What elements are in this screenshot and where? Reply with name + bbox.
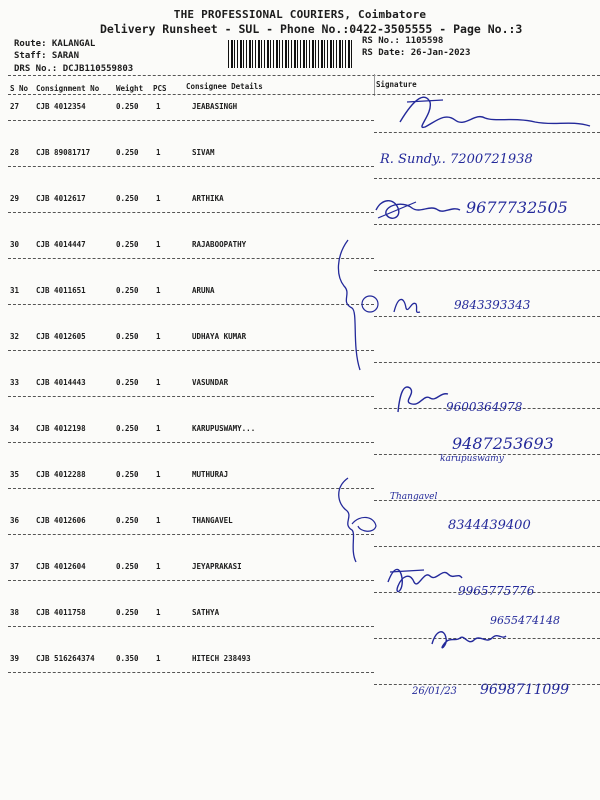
row-weight: 0.250 xyxy=(116,562,139,571)
row-weight: 0.250 xyxy=(116,608,139,617)
row-separator xyxy=(8,534,374,535)
row-sno: 34 xyxy=(10,424,20,433)
signature-33 xyxy=(394,382,454,416)
row-consignment: CJB 4012606 xyxy=(36,516,86,525)
col-consignee: Consignee Details xyxy=(186,82,263,91)
signature-row-separator xyxy=(374,178,600,179)
row-separator xyxy=(8,580,374,581)
row-consignment: CJB 4011758 xyxy=(36,608,86,617)
row-sno: 33 xyxy=(10,378,20,387)
row-consignee: SATHYA xyxy=(192,608,220,617)
row-separator xyxy=(8,442,374,443)
row-sno: 32 xyxy=(10,332,20,341)
row-pcs: 1 xyxy=(156,608,161,617)
row-consignment: CJB 4012354 xyxy=(36,102,86,111)
row-weight: 0.250 xyxy=(116,516,139,525)
signature-37-phone: 9965775776 xyxy=(458,584,535,598)
row-sno: 29 xyxy=(10,194,20,203)
signature-28: R. Sundy.. 7200721938 xyxy=(380,152,533,167)
row-sno: 30 xyxy=(10,240,20,249)
row-separator xyxy=(8,672,374,673)
staff-label: Staff: SARAN xyxy=(14,51,80,61)
signature-34-phone: 9487253693 xyxy=(452,434,554,453)
row-pcs: 1 xyxy=(156,516,161,525)
row-consignee: JEYAPRAKASI xyxy=(192,562,242,571)
row-sno: 35 xyxy=(10,470,20,479)
row-separator xyxy=(8,120,374,121)
row-sno: 31 xyxy=(10,286,20,295)
signature-36-name: Thangavel xyxy=(390,492,438,502)
barcode xyxy=(228,40,354,68)
signature-row-separator xyxy=(374,224,600,225)
row-consignment: CJB 4012605 xyxy=(36,332,86,341)
row-sno: 27 xyxy=(10,102,20,111)
rs-date: RS Date: 26-Jan-2023 xyxy=(362,48,471,58)
row-pcs: 1 xyxy=(156,424,161,433)
row-pcs: 1 xyxy=(156,240,161,249)
signature-column-divider xyxy=(374,74,375,96)
row-consignment: CJB 89081717 xyxy=(36,148,91,157)
row-consignment: CJB 4011651 xyxy=(36,286,86,295)
col-consignment: Consignment No xyxy=(36,84,100,93)
row-separator xyxy=(8,166,374,167)
row-separator xyxy=(8,350,374,351)
row-weight: 0.250 xyxy=(116,332,139,341)
row-weight: 0.250 xyxy=(116,470,139,479)
row-consignee: JEABASINGH xyxy=(192,102,238,111)
row-consignee: SIVAM xyxy=(192,148,215,157)
col-weight: Weight xyxy=(116,84,144,93)
row-pcs: 1 xyxy=(156,562,161,571)
row-separator xyxy=(8,304,374,305)
row-pcs: 1 xyxy=(156,148,161,157)
row-weight: 0.250 xyxy=(116,240,139,249)
row-sno: 38 xyxy=(10,608,20,617)
row-separator xyxy=(8,258,374,259)
row-consignment: CJB 4012604 xyxy=(36,562,86,571)
company-title: THE PROFESSIONAL COURIERS, Coimbatore xyxy=(173,8,427,21)
col-pcs: PCS xyxy=(153,84,167,93)
signature-37 xyxy=(384,562,464,598)
row-pcs: 1 xyxy=(156,378,161,387)
signature-31 xyxy=(392,294,422,318)
row-weight: 0.250 xyxy=(116,378,139,387)
signature-29-phone: 9677732505 xyxy=(466,198,568,217)
row-weight: 0.250 xyxy=(116,286,139,295)
row-sno: 39 xyxy=(10,654,20,663)
row-weight: 0.250 xyxy=(116,194,139,203)
signature-38-phone: 9655474148 xyxy=(490,614,560,627)
row-consignee: VASUNDAR xyxy=(192,378,229,387)
signature-35-36-bracket xyxy=(330,474,390,564)
row-consignee: MUTHURAJ xyxy=(192,470,229,479)
signature-row-separator xyxy=(374,362,600,363)
row-consignment: CJB 4014447 xyxy=(36,240,86,249)
row-separator xyxy=(8,488,374,489)
row-consignee: ARTHIKA xyxy=(192,194,224,203)
row-pcs: 1 xyxy=(156,332,161,341)
row-sno: 36 xyxy=(10,516,20,525)
signature-38 xyxy=(428,624,508,656)
row-separator xyxy=(8,212,374,213)
row-weight: 0.250 xyxy=(116,148,139,157)
row-pcs: 1 xyxy=(156,102,161,111)
row-consignment: CJB 4012617 xyxy=(36,194,86,203)
row-consignment: CJB 4012288 xyxy=(36,470,86,479)
row-weight: 0.350 xyxy=(116,654,139,663)
row-sno: 37 xyxy=(10,562,20,571)
signature-29 xyxy=(372,196,462,224)
row-consignee: RAJABOOPATHY xyxy=(192,240,247,249)
signature-36-phone: 8344439400 xyxy=(448,518,531,533)
signature-31-phone: 9843393343 xyxy=(454,298,531,312)
row-weight: 0.250 xyxy=(116,102,139,111)
row-pcs: 1 xyxy=(156,286,161,295)
row-consignment: CJB 516264374 xyxy=(36,654,95,663)
row-consignment: CJB 4014443 xyxy=(36,378,86,387)
signature-30-31-32-bracket xyxy=(330,236,380,376)
runsheet-subtitle: Delivery Runsheet - SUL - Phone No.:0422-3505555 - Page No.:3 xyxy=(100,22,523,36)
signature-row-separator xyxy=(374,270,600,271)
signature-row-separator xyxy=(374,546,600,547)
rs-number: RS No.: 1105598 xyxy=(362,36,444,46)
row-consignee: HITECH 238493 xyxy=(192,654,251,663)
signature-39-phone: 9698711099 xyxy=(480,682,570,698)
route-label: Route: KALANGAL xyxy=(14,39,96,49)
row-consignee: UDHAYA KUMAR xyxy=(192,332,247,341)
signature-39-date: 26/01/23 xyxy=(412,686,457,697)
signature-33-phone: 9600364978 xyxy=(446,400,523,414)
row-sno: 28 xyxy=(10,148,20,157)
row-consignee: THANGAVEL xyxy=(192,516,233,525)
row-pcs: 1 xyxy=(156,654,161,663)
row-consignee: KARUPUSWAMY... xyxy=(192,424,256,433)
drs-number: DRS No.: DCJB110559803 xyxy=(14,64,134,74)
row-separator xyxy=(8,626,374,627)
row-consignment: CJB 4012198 xyxy=(36,424,86,433)
row-pcs: 1 xyxy=(156,194,161,203)
signature-34-name: karupuswamy xyxy=(440,454,504,464)
col-sno: S No xyxy=(10,84,29,93)
row-separator xyxy=(8,396,374,397)
row-weight: 0.250 xyxy=(116,424,139,433)
signature-27 xyxy=(395,92,595,142)
row-pcs: 1 xyxy=(156,470,161,479)
header-top-rule xyxy=(8,75,600,76)
row-consignee: ARUNA xyxy=(192,286,215,295)
col-signature: Signature xyxy=(376,80,417,89)
